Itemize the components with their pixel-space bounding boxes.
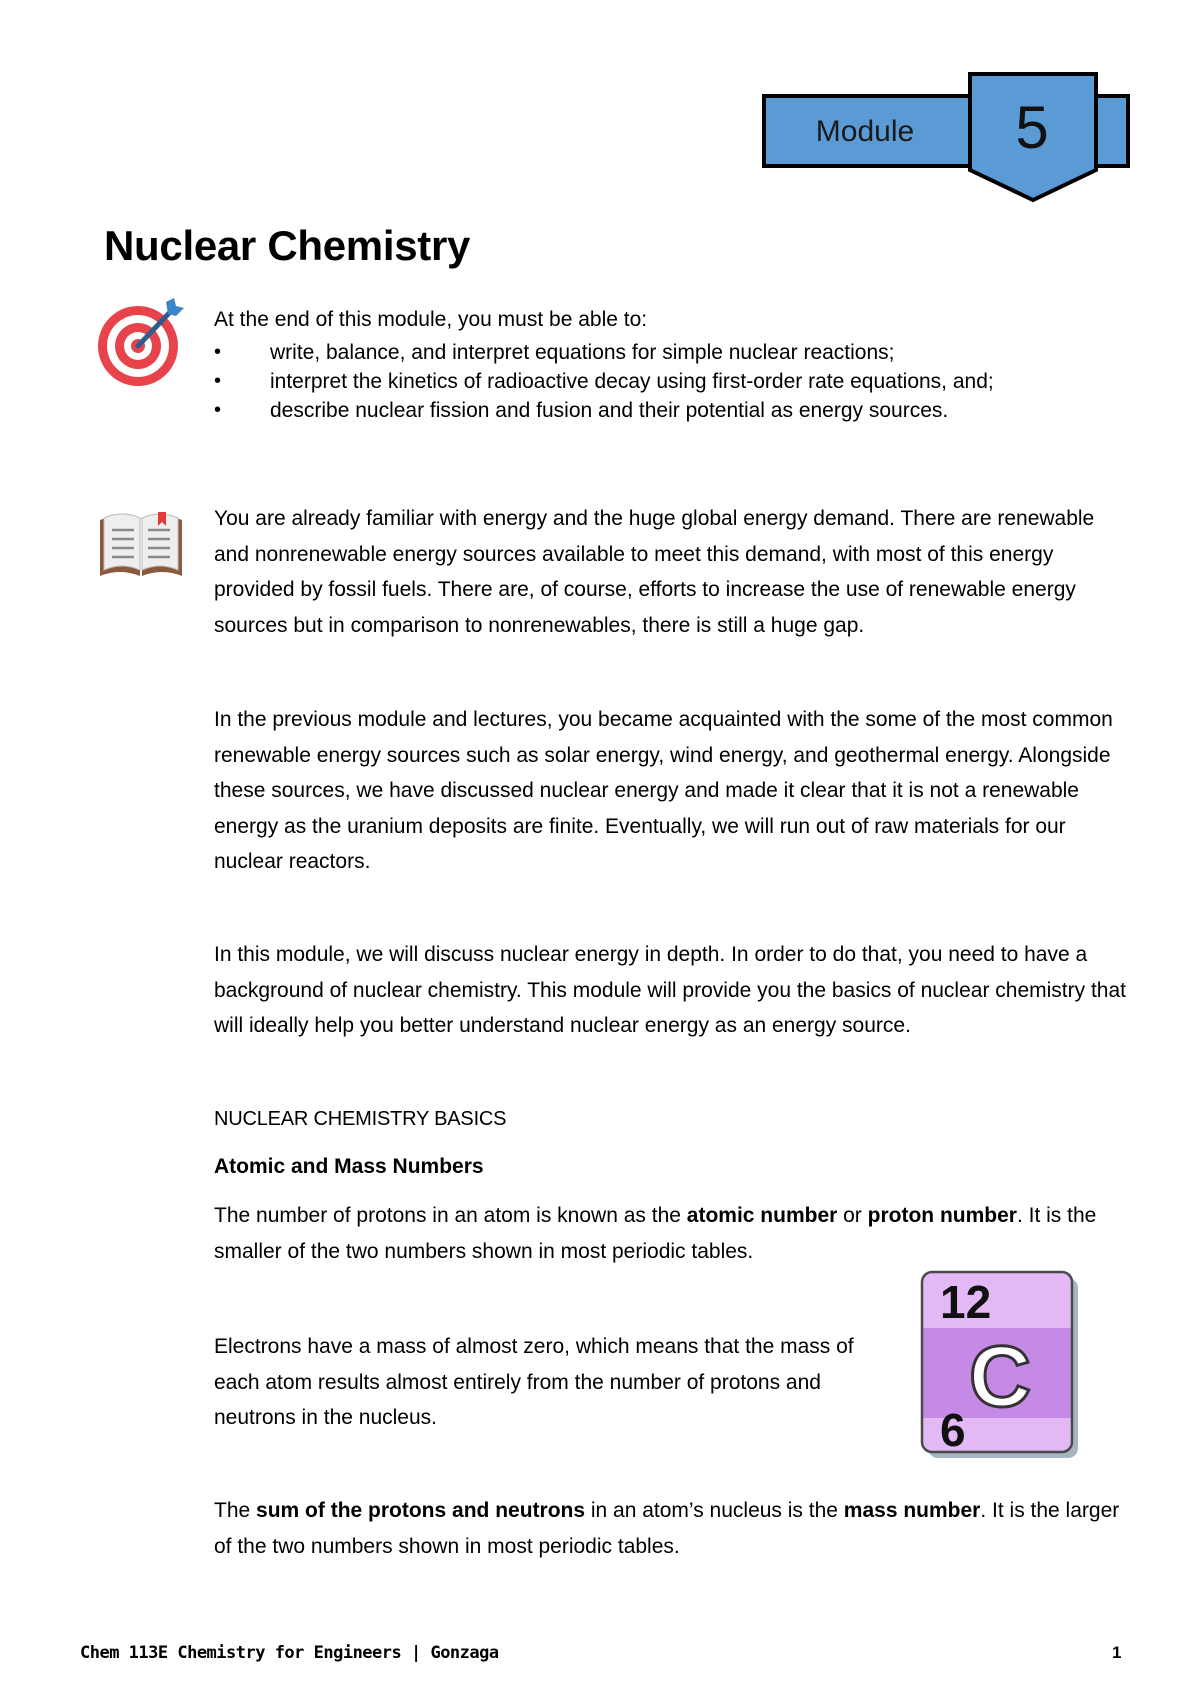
footer-course-label: Chem 113E Chemistry for Engineers | Gonzaga: [80, 1643, 499, 1663]
objective-item: • interpret the kinetics of radioactive decay using first-order rate equations, and;: [214, 367, 1114, 396]
term-sum-protons-neutrons: sum of the protons and neutrons: [256, 1499, 586, 1522]
footer-page-number: 1: [1112, 1643, 1122, 1662]
previous-module-paragraph: In the previous module and lectures, you became acquainted with the some of the most common renewable energy sources such as solar energy, wind energy, and geothermal energy. Alongside these sources, we have discussed nuclear energy and made it clear that it is not a renewable energy as the uranium deposits are finite. Eventually, we will run out of raw materials for our nuclear reactors.: [214, 708, 1113, 873]
objective-item: • describe nuclear fission and fusion and their potential as energy sources.: [214, 396, 1114, 425]
target-icon: [96, 296, 190, 390]
module-number: 5: [1015, 94, 1049, 161]
element-symbol: C: [968, 1329, 1032, 1425]
open-book-icon: [96, 510, 186, 580]
text-run: . It is the smaller of the two numbers shown in most periodic tables.: [214, 1204, 1097, 1263]
objectives-intro: At the end of this module, you must be able to:: [214, 308, 648, 331]
element-mass-number: 12: [940, 1276, 992, 1328]
text-run: The: [214, 1499, 257, 1522]
text-run: . It is the larger of the two numbers shown in most periodic tables.: [214, 1499, 1120, 1558]
objectives-list: [214, 338, 1114, 425]
element-atomic-number: 6: [940, 1404, 966, 1456]
module-label: Module: [815, 115, 915, 148]
module-scope-paragraph: In this module, we will discuss nuclear energy in depth. In order to do that, you need to have a background of nuclear chemistry. This module will provide you the basics of nuclear chemistry that will ideally help you better understand nuclear energy as an energy source.: [214, 943, 1126, 1037]
term-mass-number: mass number: [843, 1499, 981, 1522]
carbon-element-tile: [920, 1270, 1080, 1460]
objective-item: • write, balance, and interpret equations for simple nuclear reactions;: [214, 338, 1114, 367]
module-banner: [760, 70, 1132, 204]
mass-number-paragraph: [214, 1493, 1132, 1564]
term-proton-number: proton number: [867, 1204, 1017, 1227]
page-title: Nuclear Chemistry: [104, 222, 471, 269]
intro-paragraph: You are already familiar with energy and the huge global energy demand. There are renewable and nonrenewable energy sources available to meet this demand, with most of this energy provided by fossil fuels. There are, of course, efforts to increase the use of renewable energy sources but in comparison to nonrenewables, there is still a huge gap.: [214, 507, 1095, 637]
text-run: in an atom’s nucleus is the: [585, 1499, 844, 1522]
section-heading: NUCLEAR CHEMISTRY BASICS: [214, 1108, 507, 1130]
electron-mass-paragraph: Electrons have a mass of almost zero, which means that the mass of each atom results almost entirely from the number of protons and neutrons in the nucleus.: [214, 1335, 854, 1429]
term-atomic-number: atomic number: [686, 1204, 838, 1227]
text-run: or: [837, 1204, 868, 1227]
section-subheading: Atomic and Mass Numbers: [214, 1155, 484, 1178]
learning-objectives: [214, 306, 1114, 425]
atomic-number-paragraph: [214, 1198, 1132, 1269]
text-run: The number of protons in an atom is known as the: [214, 1204, 687, 1227]
